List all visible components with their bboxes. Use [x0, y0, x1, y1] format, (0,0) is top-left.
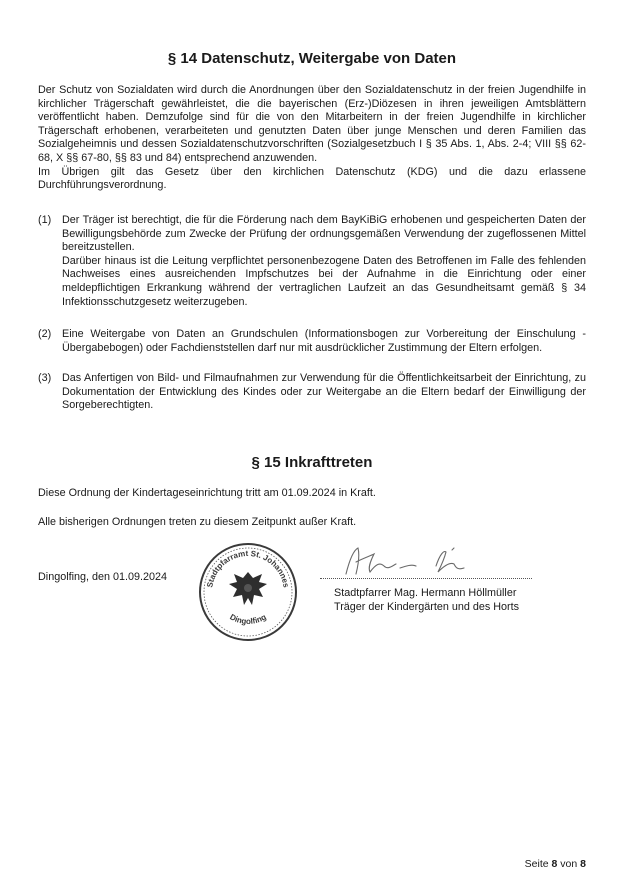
section-14-title: § 14 Datenschutz, Weitergabe von Daten	[167, 50, 457, 67]
item-1-paragraph-2: Darüber hinaus ist die Leitung verpflichtet personenbezogene Daten des Betroffenen im Falle des fehlenden Nachweises eines ausreichenden Impfschutzes bei der Aufnahme in die Einrichtung oder einer meldepflichtigen Erkrankung während der vertraglichen Laufzeit an das Gesundheitsamt gemäß § 34 Infektionsschutzgesetz weiterzugeben.	[62, 254, 586, 308]
svg-text:Dingolfing	[228, 612, 268, 626]
item-1-paragraph-1: Der Träger ist berechtigt, die für die Förderung nach dem BayKiBiG erhobenen und gespeicherten Daten der Bewilligungsbehörde zum Zwecke der Prüfung der ordnungsgemäßen Verwendung der zugeflossenen Mittel bereitzustellen.	[62, 214, 586, 254]
handwritten-signature	[340, 544, 470, 578]
section-14-intro-paragraph-1: Der Schutz von Sozialdaten wird durch die Anordnungen über den Sozialdatenschutz in der freien Jugendhilfe in kirchlicher Trägerschaft gewährleistet, die die bayerischen (Erz-)Diözesen in ihren jeweiligen Amtsblättern veröffentlicht haben. Demzufolge sind für die von den Mitarbeitern in der freien Jugendhilfe in kirchlicher Trägerschaft erhobenen, verarbeiteten und genutzten Daten über junge Menschen und deren Familien das Sozialgeheimnis und dessen Sozialdatenschutzvorschriften (Sozialgesetzbuch I § 35 Abs. 1, Abs. 2-4; VIII §§ 62-68, X §§ 67-80, §§ 83 und 84) entsprechend anzuwenden.	[38, 84, 586, 164]
signatory-role: Träger der Kindergärten und des Horts	[334, 601, 520, 613]
item-number: (1)	[38, 214, 52, 226]
item-3-paragraph-1: Das Anfertigen von Bild- und Filmaufnahmen zur Verwendung für die Öffentlichkeitsarbeit der Einrichtung, zu Dokumentation der Entwicklung des Kindes oder zur Weitergabe an die Eltern bedarf der Einwilligung der Sorgeberechtigten.	[62, 372, 586, 412]
section-14-item-3	[38, 372, 586, 413]
section-15-repeal-note: Alle bisherigen Ordnungen treten zu diesem Zeitpunkt außer Kraft.	[38, 516, 357, 528]
item-number: (2)	[38, 328, 52, 340]
section-14-intro-paragraph-2: Im Übrigen gilt das Gesetz über den kirchlichen Datenschutz (KDG) und die dazu erlassene Durchführungsverordnung.	[38, 165, 586, 192]
seal-text-top: Stadtpfarramt St. Johannes	[205, 548, 291, 589]
item-number: (3)	[38, 372, 52, 384]
signature-line	[320, 578, 532, 579]
place-and-date: Dingolfing, den 01.09.2024	[38, 571, 168, 583]
eagle-emblem-icon	[229, 572, 267, 605]
seal-text-bottom: Dingolfing	[228, 612, 268, 627]
section-14-item-2	[38, 328, 586, 355]
total-page-number: 8	[580, 858, 586, 870]
item-2-paragraph-1: Eine Weitergabe von Daten an Grundschulen (Informationsbogen zur Vorbereitung der Einschulung - Übergabebogen) oder Fachdienststellen darf nur mit ausdrücklicher Zustimmung der Eltern erfolgen.	[62, 328, 586, 354]
section-15-title: § 15 Inkrafttreten	[251, 454, 373, 471]
page-number-footer	[525, 858, 586, 870]
signatory-block	[334, 586, 519, 614]
current-page-number: 8	[551, 858, 558, 870]
page-of-label: von	[560, 858, 578, 870]
page-label: Seite	[524, 858, 549, 870]
section-14-item-1	[38, 214, 586, 309]
section-14-intro	[38, 84, 586, 193]
section-15-effective-date: Diese Ordnung der Kindertageseinrichtung tritt am 01.09.2024 in Kraft.	[38, 487, 376, 499]
official-seal-stamp	[196, 540, 300, 644]
signatory-name: Stadtpfarrer Mag. Hermann Höllmüller	[334, 587, 517, 599]
